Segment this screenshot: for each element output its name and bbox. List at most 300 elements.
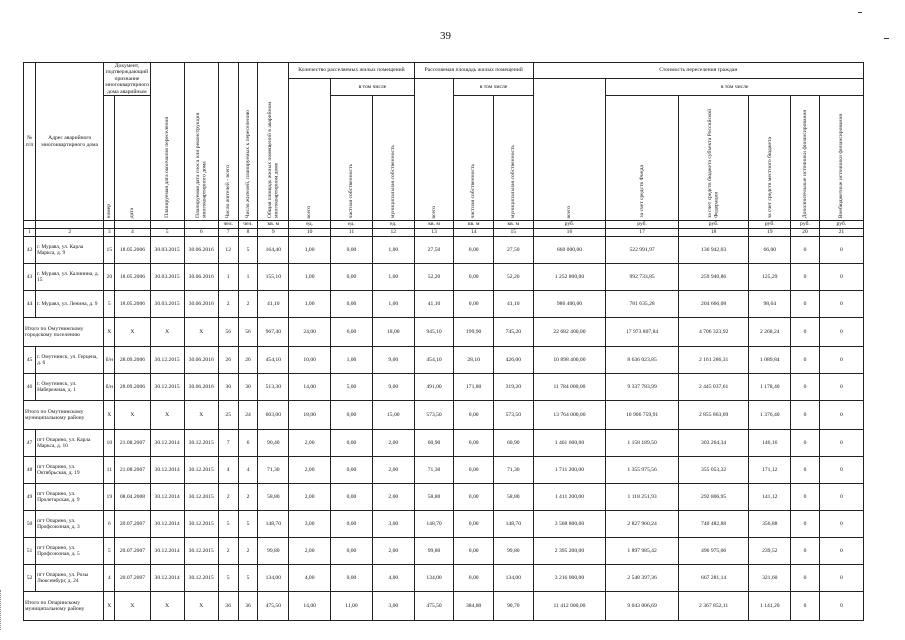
unit-cell: кв. м	[414, 221, 454, 229]
value-cell: 0	[791, 430, 820, 457]
total-value: 1 376,40	[749, 401, 791, 430]
value-cell: 5,00	[331, 374, 373, 401]
value-cell: 5	[238, 237, 258, 264]
value-cell: 52,20	[493, 264, 533, 291]
value-cell: 27,50	[493, 237, 533, 264]
total-value: 0	[819, 401, 863, 430]
value-cell: 0,00	[331, 538, 373, 565]
value-cell: 60,90	[414, 430, 454, 457]
col-header-demolition: Планируемая дата сноса или реконструкции многоквартирного дома	[184, 63, 218, 221]
value-cell: 1,00	[372, 237, 414, 264]
value-cell: 21.08.2007	[115, 430, 150, 457]
total-value: 2 367 852,11	[678, 592, 748, 621]
column-number-cell: 19	[749, 229, 791, 237]
value-cell: 5	[238, 565, 258, 592]
column-number-cell: 16	[533, 229, 606, 237]
cost-cell: 9 337 783,99	[606, 374, 679, 401]
value-cell: 30.12.2014	[150, 538, 184, 565]
value-cell: 2,00	[372, 457, 414, 484]
unit-cell: руб.	[678, 221, 748, 229]
cost-cell: 292 806,95	[678, 484, 748, 511]
cost-cell: 146,16	[749, 430, 791, 457]
cost-cell: 355 053,32	[678, 457, 748, 484]
value-cell: 0,00	[454, 237, 494, 264]
cost-cell: 125,29	[749, 264, 791, 291]
scan-mark	[858, 12, 862, 13]
value-cell: 148,70	[414, 511, 454, 538]
value-cell: 2,00	[372, 484, 414, 511]
unit-cell: руб.	[819, 221, 863, 229]
value-cell: 30.06.2016	[184, 347, 218, 374]
row-number: 43	[24, 264, 36, 291]
total-value: 13 764 000,00	[533, 401, 606, 430]
value-cell: 2,00	[289, 538, 331, 565]
cost-cell: 141,12	[749, 484, 791, 511]
total-value: 6,00	[331, 318, 373, 347]
col-header-rooms-private: частная собственность	[331, 96, 373, 221]
total-value: 14,00	[289, 592, 331, 621]
cost-cell: 2 827 960,24	[606, 511, 679, 538]
total-value: 3,00	[372, 592, 414, 621]
unit-cell: кв. м	[454, 221, 494, 229]
unit-cell	[184, 221, 218, 229]
value-cell: 90,40	[258, 430, 289, 457]
col-header-local: за счет средств местного бюджета	[749, 96, 791, 221]
table-row	[24, 538, 864, 565]
total-value: X	[115, 318, 150, 347]
address-cell: г. Омутнинск, ул. Герцена, д. 6	[36, 347, 104, 374]
value-cell: 30.12.2015	[184, 511, 218, 538]
col-header-rooms-incl: в том числе	[331, 79, 415, 96]
scan-edge	[0, 590, 5, 630]
total-value: 1 141,20	[749, 592, 791, 621]
cost-cell: 2 161 286,31	[678, 347, 748, 374]
value-cell: 0,00	[454, 430, 494, 457]
value-cell: 0	[819, 374, 863, 401]
table-row	[24, 511, 864, 538]
value-cell: 20.07.2007	[115, 511, 150, 538]
total-value: 0	[819, 592, 863, 621]
total-value: 17 973 807,84	[606, 318, 679, 347]
value-cell: 08.04.2008	[115, 484, 150, 511]
total-value: 745,20	[493, 318, 533, 347]
unit-cell: руб.	[606, 221, 679, 229]
value-cell: 20.07.2007	[115, 538, 150, 565]
value-cell: 0,00	[454, 264, 494, 291]
cost-cell: 171,12	[749, 457, 791, 484]
row-number: 44	[24, 291, 36, 318]
cost-cell: 522 991,97	[606, 237, 679, 264]
table-row	[24, 264, 864, 291]
value-cell: 30.12.2014	[150, 430, 184, 457]
total-value: 475,50	[258, 592, 289, 621]
column-number-cell: 13	[414, 229, 454, 237]
value-cell: 30.12.2014	[150, 511, 184, 538]
total-value: 603,00	[258, 401, 289, 430]
value-cell: 30.12.2014	[150, 565, 184, 592]
value-cell: 0,00	[454, 457, 494, 484]
total-value: 90,70	[493, 592, 533, 621]
value-cell: 134,00	[414, 565, 454, 592]
value-cell: 2	[218, 484, 238, 511]
col-header-rooms-total: всего	[289, 79, 331, 221]
value-cell: 12	[218, 237, 238, 264]
value-cell: 28.09.2006	[115, 374, 150, 401]
value-cell: 4,00	[372, 565, 414, 592]
column-number-cell: 11	[331, 229, 373, 237]
cost-cell: 2 395 200,00	[533, 538, 606, 565]
value-cell: 1,00	[289, 291, 331, 318]
col-header-doc-date: дата	[115, 96, 150, 221]
col-header-residents-planned: Число жителей, планируемых к переселению	[238, 63, 258, 221]
value-cell: 5	[104, 538, 115, 565]
row-number: 48	[24, 457, 36, 484]
col-header-cost-total: всего	[533, 79, 606, 221]
value-cell: 30	[218, 374, 238, 401]
value-cell: 0	[791, 511, 820, 538]
value-cell: 30.12.2014	[150, 484, 184, 511]
value-cell: 0	[791, 237, 820, 264]
value-cell: 1,00	[289, 264, 331, 291]
unit-cell	[150, 221, 184, 229]
value-cell: 2,00	[289, 484, 331, 511]
value-cell: 0	[791, 484, 820, 511]
value-cell: 134,00	[493, 565, 533, 592]
total-value: 945,10	[414, 318, 454, 347]
value-cell: 2,00	[372, 430, 414, 457]
value-cell: 20	[104, 264, 115, 291]
cost-cell: 1 178,40	[749, 374, 791, 401]
value-cell: 0	[791, 457, 820, 484]
value-cell: 0	[791, 347, 820, 374]
cost-cell: 740 482,88	[678, 511, 748, 538]
total-value: 967,40	[258, 318, 289, 347]
column-number-cell: 3	[104, 229, 115, 237]
value-cell: 30.12.2015	[184, 538, 218, 565]
column-number-cell: 12	[372, 229, 414, 237]
value-cell: 28,10	[454, 347, 494, 374]
total-value: X	[104, 401, 115, 430]
total-value: 2 855 863,69	[678, 401, 748, 430]
value-cell: 2	[218, 538, 238, 565]
value-cell: 18.05.2006	[115, 264, 150, 291]
value-cell: 0,00	[331, 264, 373, 291]
column-number-cell: 7	[218, 229, 238, 237]
total-value: 0,00	[454, 401, 494, 430]
value-cell: 171,80	[454, 374, 494, 401]
total-value: 4 706 323,92	[678, 318, 748, 347]
col-header-address: Адрес аварийного многоквартирного дома	[36, 63, 104, 221]
cost-cell: 3 568 800,00	[533, 511, 606, 538]
col-header-area-relocated: Расселяемая площадь жилых помещений	[414, 63, 533, 79]
value-cell: 30.12.2015	[184, 484, 218, 511]
value-cell: 491,00	[414, 374, 454, 401]
col-header-area-total: всего	[414, 79, 454, 221]
value-cell: 1,00	[372, 264, 414, 291]
unit-cell: кв. м	[493, 221, 533, 229]
address-cell: пгт Опарино, ул. Пролетарская, д. 9	[36, 484, 104, 511]
cost-cell: 239,52	[749, 538, 791, 565]
value-cell: 2	[218, 291, 238, 318]
unit-cell	[36, 221, 104, 229]
col-header-total-area: Общая площадь жилых помещений в аварийном многоквартирном доме	[258, 63, 289, 221]
value-cell: 2	[238, 538, 258, 565]
value-cell: 2,00	[372, 538, 414, 565]
column-number-row	[24, 229, 864, 237]
unit-cell: руб.	[791, 221, 820, 229]
value-cell: 14,00	[289, 374, 331, 401]
value-cell: 11	[104, 457, 115, 484]
total-value: X	[150, 401, 184, 430]
total-value: 2 268,24	[749, 318, 791, 347]
row-number: 49	[24, 484, 36, 511]
total-value: 36	[238, 592, 258, 621]
value-cell: 30.03.2015	[150, 291, 184, 318]
row-number: 52	[24, 565, 36, 592]
total-label: Итого по Омутнинскому муниципальному району	[24, 401, 104, 430]
value-cell: 30.12.2015	[184, 565, 218, 592]
value-cell: 26	[238, 347, 258, 374]
cost-cell: 1 252 800,00	[533, 264, 606, 291]
value-cell: 3,00	[289, 511, 331, 538]
cost-cell: 1 711 200,00	[533, 457, 606, 484]
value-cell: 28.09.2006	[115, 347, 150, 374]
col-header-rooms-count: Количество расселяемых жилых помещений	[289, 63, 415, 79]
cost-cell: 667 281,14	[678, 565, 748, 592]
cost-cell: 1 118 251,93	[606, 484, 679, 511]
column-number-cell: 6	[184, 229, 218, 237]
col-header-area-private: частная собственность	[454, 96, 494, 221]
unit-cell: чел.	[218, 221, 238, 229]
value-cell: 30.12.2015	[184, 430, 218, 457]
column-number-cell: 14	[454, 229, 494, 237]
value-cell: 0,00	[454, 538, 494, 565]
value-cell: 454,10	[258, 347, 289, 374]
cost-cell: 66,00	[749, 237, 791, 264]
total-label: Итого по Омутнинскому городскому поселению	[24, 318, 104, 347]
value-cell: 20.07.2007	[115, 565, 150, 592]
column-number-cell: 5	[150, 229, 184, 237]
column-number-cell: 9	[258, 229, 289, 237]
cost-cell: 1 897 985,42	[606, 538, 679, 565]
value-cell: 1,00	[289, 237, 331, 264]
value-cell: 0	[819, 565, 863, 592]
value-cell: 5	[238, 511, 258, 538]
value-cell: 0	[791, 538, 820, 565]
value-cell: 0,00	[331, 511, 373, 538]
total-value: 15,00	[372, 401, 414, 430]
value-cell: 0,00	[454, 565, 494, 592]
cost-cell: 1 355 975,56	[606, 457, 679, 484]
value-cell: 0	[819, 264, 863, 291]
value-cell: 10,00	[289, 347, 331, 374]
total-value: X	[104, 318, 115, 347]
table-row	[24, 237, 864, 264]
value-cell: 2,00	[289, 430, 331, 457]
value-cell: 30.12.2015	[150, 347, 184, 374]
value-cell: 148,70	[258, 511, 289, 538]
value-cell: 1	[238, 264, 258, 291]
table-row	[24, 430, 864, 457]
value-cell: 5	[218, 565, 238, 592]
cost-cell: 1 461 600,00	[533, 430, 606, 457]
value-cell: 52,20	[414, 264, 454, 291]
row-number: 42	[24, 237, 36, 264]
value-cell: 18.05.2006	[115, 237, 150, 264]
total-value: 10 906 759,91	[606, 401, 679, 430]
value-cell: 0	[819, 347, 863, 374]
unit-cell: руб.	[749, 221, 791, 229]
value-cell: 0	[791, 565, 820, 592]
value-cell: 26	[218, 347, 238, 374]
total-value: 56	[218, 318, 238, 347]
total-value: 9 043 006,69	[606, 592, 679, 621]
value-cell: 7	[218, 430, 238, 457]
value-cell: 0	[819, 430, 863, 457]
value-cell: 0,00	[331, 484, 373, 511]
table-row	[24, 565, 864, 592]
unit-cell	[104, 221, 115, 229]
value-cell: 0,00	[454, 484, 494, 511]
value-cell: б/н	[104, 347, 115, 374]
value-cell: 30.12.2015	[184, 457, 218, 484]
cost-cell: 1 411 200,00	[533, 484, 606, 511]
unit-cell: чел.	[238, 221, 258, 229]
col-header-document: Документ, подтверждающий признание многоквартирного дома аварийным	[105, 63, 150, 95]
value-cell: 6	[104, 511, 115, 538]
row-number: 47	[24, 430, 36, 457]
value-cell: 60,90	[493, 430, 533, 457]
cost-cell: 2 548 397,36	[606, 565, 679, 592]
value-cell: 4,00	[289, 565, 331, 592]
value-cell: 99,80	[258, 538, 289, 565]
value-cell: 1	[218, 264, 238, 291]
value-cell: 0,00	[331, 430, 373, 457]
cost-cell: 1 089,84	[749, 347, 791, 374]
value-cell: 30.03.2015	[150, 237, 184, 264]
col-header-doc-number: номер	[104, 96, 115, 221]
total-value: 24,00	[289, 318, 331, 347]
value-cell: 164,40	[258, 237, 289, 264]
value-cell: 99,80	[493, 538, 533, 565]
table-row	[24, 457, 864, 484]
value-cell: 5	[218, 511, 238, 538]
value-cell: 30.12.2015	[150, 374, 184, 401]
value-cell: 18.05.2006	[115, 291, 150, 318]
col-header-cost: Стоимость переселения граждан	[533, 63, 863, 79]
value-cell: 0,00	[331, 237, 373, 264]
column-number-cell: 18	[678, 229, 748, 237]
total-value: X	[115, 592, 150, 621]
col-header-area-incl: в том числе	[454, 79, 533, 96]
address-cell: пгт Опарино, ул. Профсоюзная, д. 3	[36, 511, 104, 538]
total-value: X	[184, 318, 218, 347]
value-cell: 0	[791, 264, 820, 291]
value-cell: 4	[218, 457, 238, 484]
total-value: 475,50	[414, 592, 454, 621]
column-number-cell: 21	[819, 229, 863, 237]
column-number-cell: 20	[791, 229, 820, 237]
address-cell: пгт Опарино, ул. Карла Маркса, д. 10	[36, 430, 104, 457]
total-row	[24, 318, 864, 347]
value-cell: 513,30	[258, 374, 289, 401]
value-cell: 0	[791, 374, 820, 401]
value-cell: 0	[819, 511, 863, 538]
col-header-no: № п/п	[24, 63, 36, 221]
address-cell: г. Муравл, ул. Ленина, д. 9	[36, 291, 104, 318]
total-value: 18,00	[289, 401, 331, 430]
column-number-cell: 8	[238, 229, 258, 237]
resettlement-table	[23, 62, 864, 621]
col-header-extra: Дополнительные источники финансирования	[791, 96, 820, 221]
cost-cell: 98,64	[749, 291, 791, 318]
table-row	[24, 347, 864, 374]
total-value: 573,50	[493, 401, 533, 430]
total-value: 11,00	[331, 592, 373, 621]
value-cell: 2	[238, 291, 258, 318]
row-number: 45	[24, 347, 36, 374]
cost-cell: 781 635,28	[606, 291, 679, 318]
unit-cell: ед.	[372, 221, 414, 229]
total-value: 56	[238, 318, 258, 347]
value-cell: 41,10	[414, 291, 454, 318]
col-header-fund: за счет средств Фонда	[606, 96, 679, 221]
value-cell: 0,00	[454, 291, 494, 318]
cost-cell: 8 636 023,85	[606, 347, 679, 374]
col-header-cost-incl: в том числе	[606, 79, 864, 96]
scan-mark	[884, 38, 889, 39]
cost-cell: 356,88	[749, 511, 791, 538]
value-cell: 19	[104, 484, 115, 511]
value-cell: 30.03.2015	[150, 264, 184, 291]
table-row	[24, 291, 864, 318]
address-cell: пгт Опарино, ул. Профсоюзная, д. 5	[36, 538, 104, 565]
value-cell: 9,00	[372, 347, 414, 374]
value-cell: 99,80	[414, 538, 454, 565]
value-cell: 134,00	[258, 565, 289, 592]
column-number-cell: 15	[493, 229, 533, 237]
col-header-relocation-end: Планируемая дата окончания переселения	[150, 63, 184, 221]
value-cell: 30	[238, 374, 258, 401]
address-cell: пгт Опарино, ул. Октябрьская, д. 19	[36, 457, 104, 484]
value-cell: 58,80	[493, 484, 533, 511]
cost-cell: 321,60	[749, 565, 791, 592]
total-value: 0	[791, 401, 820, 430]
cost-cell: 992 733,85	[606, 264, 679, 291]
value-cell: 0	[819, 237, 863, 264]
col-header-area-municipal: муниципальная собственность	[493, 96, 533, 221]
value-cell: 4	[104, 565, 115, 592]
value-cell: 0	[791, 291, 820, 318]
table-row	[24, 374, 864, 401]
total-value: 0	[791, 318, 820, 347]
value-cell: 0	[819, 484, 863, 511]
unit-cell	[24, 221, 36, 229]
address-cell: г. Омутнинск, ул. Набережная, д. 1	[36, 374, 104, 401]
value-cell: 6	[238, 430, 258, 457]
col-header-rooms-municipal: муниципальная собственность	[372, 96, 414, 221]
column-number-cell: 1	[24, 229, 36, 237]
cost-cell: 2 445 037,61	[678, 374, 748, 401]
value-cell: 9,00	[372, 374, 414, 401]
value-cell: 454,10	[414, 347, 454, 374]
total-value: 573,50	[414, 401, 454, 430]
value-cell: 58,80	[414, 484, 454, 511]
row-number: 50	[24, 511, 36, 538]
value-cell: 10	[104, 430, 115, 457]
cost-cell: 303 264,34	[678, 430, 748, 457]
value-cell: 1,00	[372, 291, 414, 318]
